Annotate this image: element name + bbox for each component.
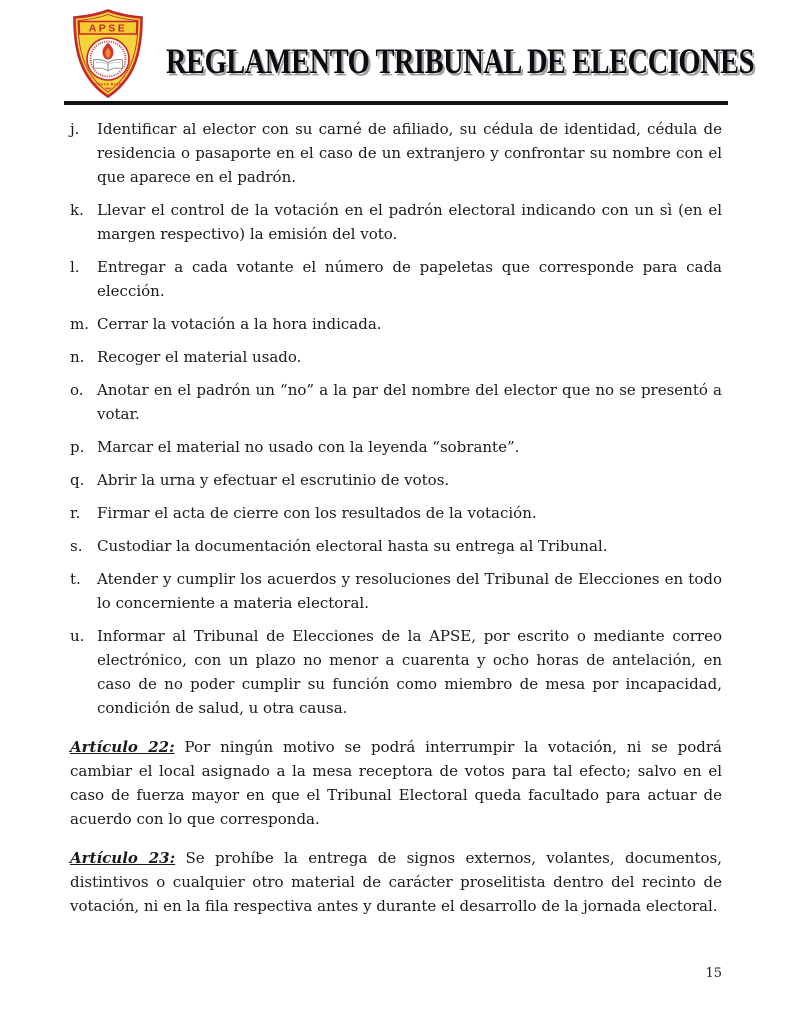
list-item (70, 567, 722, 615)
list-item (70, 117, 722, 189)
list-item (70, 312, 722, 336)
article-23-paragraph (70, 846, 722, 918)
list-item-marker: t. (70, 570, 81, 588)
list-item-text: Marcar el material no usado con la leyenda “sobrante”. (97, 438, 520, 456)
list-item (70, 624, 722, 720)
apse-shield-logo-icon (70, 9, 146, 99)
header-divider (64, 101, 728, 105)
list-item (70, 435, 722, 459)
list-item-text: Informar al Tribunal de Elecciones de la APSE, por escrito o mediante correo electrónico, con un plazo no menor a cuarenta y ocho horas de antelación, en caso de no poder cumplir su función como miembro de mesa por incapacidad, condición de salud, u otra causa. (97, 627, 722, 717)
list-item-text: Llevar el control de la votación en el padrón electoral indicando con un sì (en el margen respectivo) la emisión del voto. (97, 201, 722, 243)
list-item-text: Abrir la urna y efectuar el escrutinio de votos. (97, 471, 450, 489)
list-item (70, 378, 722, 426)
list-item-marker: k. (70, 201, 84, 219)
list-item (70, 255, 722, 303)
list-item-marker: q. (70, 471, 85, 489)
list-item (70, 501, 722, 525)
logo-country-text: COSTA RICA (94, 82, 122, 87)
list-item (70, 198, 722, 246)
logo-year-mark (105, 88, 111, 90)
list-item-text: Cerrar la votación a la hora indicada. (97, 315, 382, 333)
page-number: 15 (705, 966, 722, 981)
list-item-text: Anotar en el padrón un “no” a la par del nombre del elector que no se presentó a votar. (97, 381, 722, 423)
article-23-text: Se prohíbe la entrega de signos externos, volantes, documentos, distintivos o cualquier otro material de carácter proselitista dentro del recinto de votación, ni en la fila respectiva antes y durante el desarrollo de la jornada electoral. (70, 849, 722, 915)
list-item-marker: n. (70, 348, 85, 366)
list-item-marker: s. (70, 537, 83, 555)
list-item-marker: l. (70, 258, 80, 276)
list-item (70, 468, 722, 492)
article-22-paragraph (70, 735, 722, 831)
list-item-marker: o. (70, 381, 84, 399)
list-item-text: Identificar al elector con su carné de afiliado, su cédula de identidad, cédula de residencia o pasaporte en el caso de un extranjero y confrontar su nombre con el que aparece en el padrón. (97, 120, 722, 186)
article-22-label: Artículo 22: (70, 738, 175, 756)
list-item-text: Atender y cumplir los acuerdos y resoluciones del Tribunal de Elecciones en todo lo concerniente a materia electoral. (97, 570, 722, 612)
list-item-marker: m. (70, 315, 89, 333)
document-header (0, 0, 792, 112)
list-item-marker: u. (70, 627, 85, 645)
document-body (70, 117, 722, 918)
article-23-label: Artículo 23: (70, 849, 176, 867)
list-item-marker: p. (70, 438, 85, 456)
list-item-text: Custodiar la documentación electoral hasta su entrega al Tribunal. (97, 537, 608, 555)
list-item (70, 534, 722, 558)
page-title: REGLAMENTO TRIBUNAL DE ELECCIONES (166, 42, 754, 82)
logo-org-text: APSE (88, 22, 128, 35)
list-item (70, 345, 722, 369)
list-item-marker: r. (70, 504, 81, 522)
list-item-text: Entregar a cada votante el número de papeletas que corresponde para cada elección. (97, 258, 722, 300)
list-item-marker: j. (70, 120, 80, 138)
article-22-text: Por ningún motivo se podrá interrumpir la votación, ni se podrá cambiar el local asignado a la mesa receptora de votos para tal efecto; salvo en el caso de fuerza mayor en que el Tribunal Electoral queda facultado para actuar de acuerdo con lo que corresponda. (70, 738, 722, 828)
list-item-text: Recoger el material usado. (97, 348, 302, 366)
list-item-text: Firmar el acta de cierre con los resultados de la votación. (97, 504, 537, 522)
